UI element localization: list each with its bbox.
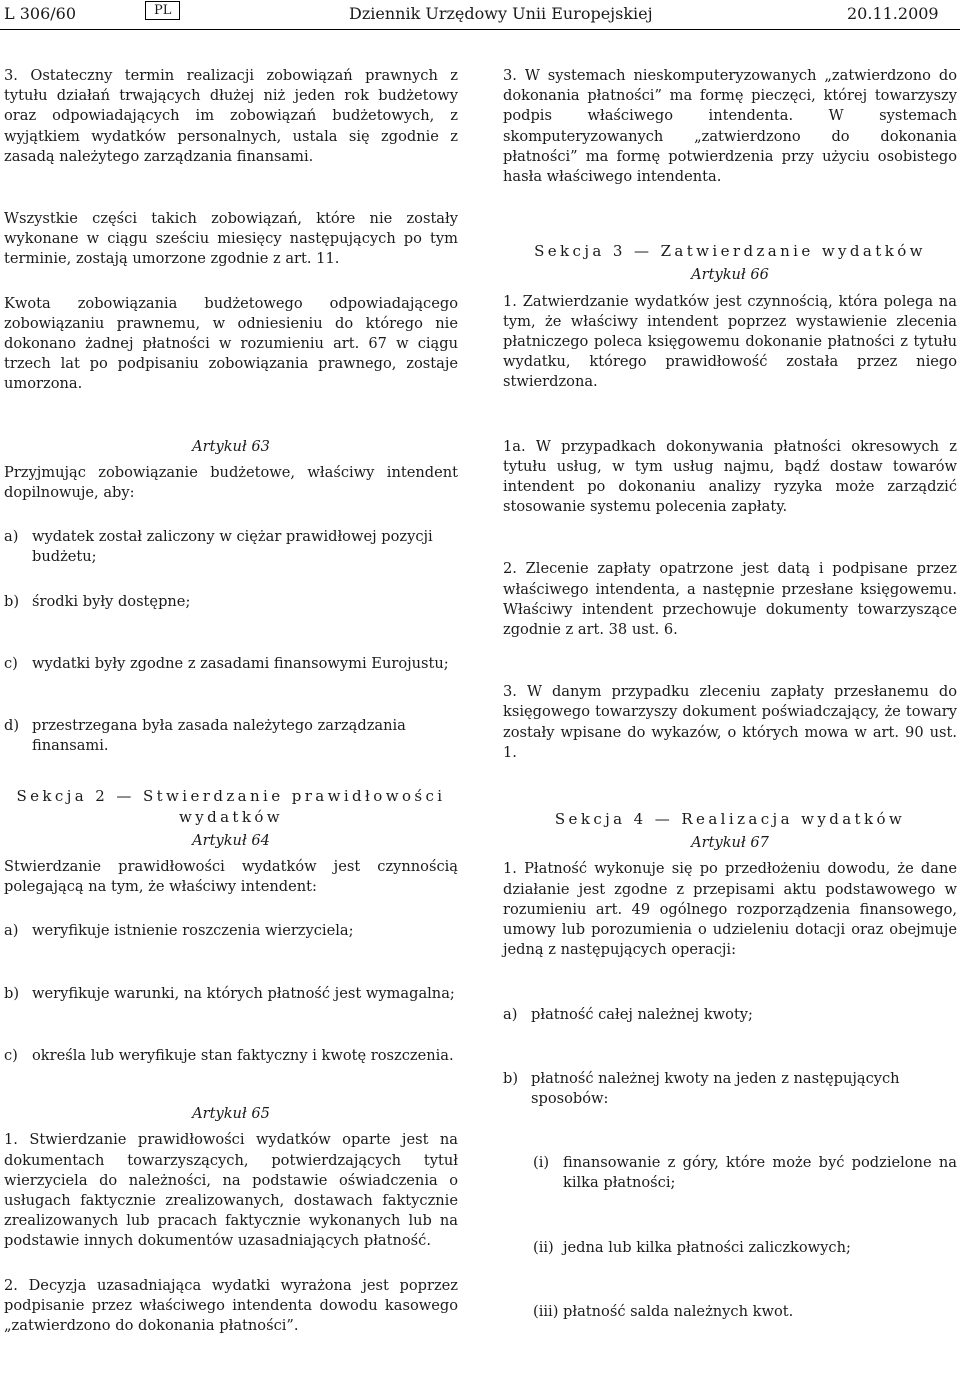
sub-list-item: (i) finansowanie z góry, które może być podzielone na kilka płatności; [533,1154,957,1192]
list-item: b) środki były dostępne; [4,592,191,610]
journal-title: Dziennik Urzędowy Unii Europejskiej [349,4,653,23]
section-heading: Sekcja 2 — Stwierdzanie prawidłowości wydatków [16,787,446,826]
paragraph: 3. W danym przypadku zleceniu zapłaty przesłanemu do księgowego towarzyszy dokument poświadczający, że towary zostały wpisane do wykazów, o których mowa w art. 90 ust. 1. [503,683,957,761]
publication-date: 20.11.2009 [847,4,939,23]
list-item: c) wydatki były zgodne z zasadami finansowymi Eurojustu; [4,654,449,672]
article-heading: Artykuł 64 [192,831,270,849]
right-column [503,66,957,1322]
list-item: a) weryfikuje istnienie roszczenia wierzyciela; [4,922,354,940]
sub-list-item: (iii) płatność salda należnych kwot. [533,1302,794,1320]
paragraph: 3. W systemach nieskomputeryzowanych „zatwierdzono do dokonania płatności” ma formę pieczęci, której towarzyszy podpis właściwego intendenta. W systemach skomputeryzowanych „zatwierdzono do dokonania płatności” ma formę potwierdzenia przy użyciu osobistego hasła właściwego intendenta. [503,67,957,186]
paragraph: 1. Stwierdzanie prawidłowości wydatków oparte jest na dokumentach towarzyszących, potwierdzających tytuł wierzyciela do należności, na podstawie oświadczenia o usługach faktycznie zrealizowanych, dostawach faktycznie zrealizowanych lub pracach faktycznie wykonanych lub na podstawie innych dokumentów uzasadniających płatność. [4,1131,458,1250]
left-column [4,66,458,1336]
paragraph: 3. Ostateczny termin realizacji zobowiązań prawnych z tytułu działań trwających dłużej niż jeden rok budżetowy oraz odpowiadających im zobowiązań budżetowych, z wyjątkiem wydatków personalnych, ustala się zgodnie z zasadą należytego zarządzania finansami. [4,67,458,165]
paragraph: Wszystkie części takich zobowiązań, które nie zostały wykonane w ciągu sześciu miesięcy następujących po tym terminie, zostają umorzone zgodnie z art. 11. [4,210,458,268]
list-item: b) płatność należnej kwoty na jeden z następujących sposobów: [503,1069,900,1107]
list-item: c) określa lub weryfikuje stan faktyczny i kwotę roszczenia. [4,1046,454,1064]
list-item: a) wydatek został zaliczony w ciężar prawidłowej pozycji budżetu; [4,528,433,566]
paragraph: Stwierdzanie prawidłowości wydatków jest czynnością polegającą na tym, że właściwy intendent: [4,858,458,896]
paragraph: 2. Zlecenie zapłaty opatrzone jest datą i podpisane przez właściwego intendenta, a następnie przesłane księgowemu. Właściwy intendent przechowuje dokumenty towarzyszące zgodnie z art. 38 ust. 6. [503,560,957,639]
article-heading: Artykuł 67 [691,834,769,852]
list-item: a) płatność całej należnej kwoty; [503,1005,753,1023]
section-heading: Sekcja 3 — Zatwierdzanie wydatków [534,242,926,261]
article-heading: Artykuł 65 [192,1105,270,1123]
sub-list-item: (ii) jedna lub kilka płatności zaliczkowych; [533,1238,851,1256]
section-heading: Sekcja 4 — Realizacja wydatków [554,810,906,829]
paragraph: 1. Płatność wykonuje się po przedłożeniu dowodu, że dane działanie jest zgodne z przepisami aktu podstawowego w rozumieniu art. 49 ogólnego rozporządzenia finansowego, umowy lub porozumienia o udzieleniu dotacji oraz obejmuje jedną z następujących operacji: [503,860,957,959]
list-item: d) przestrzegana była zasada należytego zarządzania finansami. [4,717,406,755]
paragraph: 1a. W przypadkach dokonywania płatności okresowych z tytułu usług, w tym usług najmu, bądź dostaw towarów intendent po dokonaniu analizy ryzyka może zarządzić stosowanie systemu polecenia zapłaty. [503,437,957,516]
article-heading: Artykuł 63 [192,437,270,455]
paragraph: 2. Decyzja uzasadniająca wydatki wyrażona jest poprzez podpisanie przez właściwego intendenta dowodu kasowego „zatwierdzono do dokonania płatności”. [4,1276,458,1334]
paragraph: 1. Zatwierdzanie wydatków jest czynnością, która polega na tym, że właściwy intendent poprzez wystawienie zlecenia płatniczego poleca księgowemu dokonanie płatności z tytułu wydatku, którego prawidłowość została przez niego stwierdzona. [503,292,957,391]
page-number: L 306/60 [4,4,76,23]
paragraph: Kwota zobowiązania budżetowego odpowiadającego zobowiązaniu prawnemu, w odniesieniu do którego nie dokonano żadnej płatności w rozumieniu art. 67 w ciągu trzech lat po podpisaniu zobowiązania prawnego, zostaje umorzona. [4,294,458,393]
list-item: b) weryfikuje warunki, na których płatność jest wymagalna; [4,984,455,1002]
paragraph: Przyjmując zobowiązanie budżetowe, właściwy intendent dopilnowuje, aby: [4,463,458,502]
page-header [0,0,960,30]
language-badge: PL [145,1,180,20]
article-heading: Artykuł 66 [691,266,769,284]
